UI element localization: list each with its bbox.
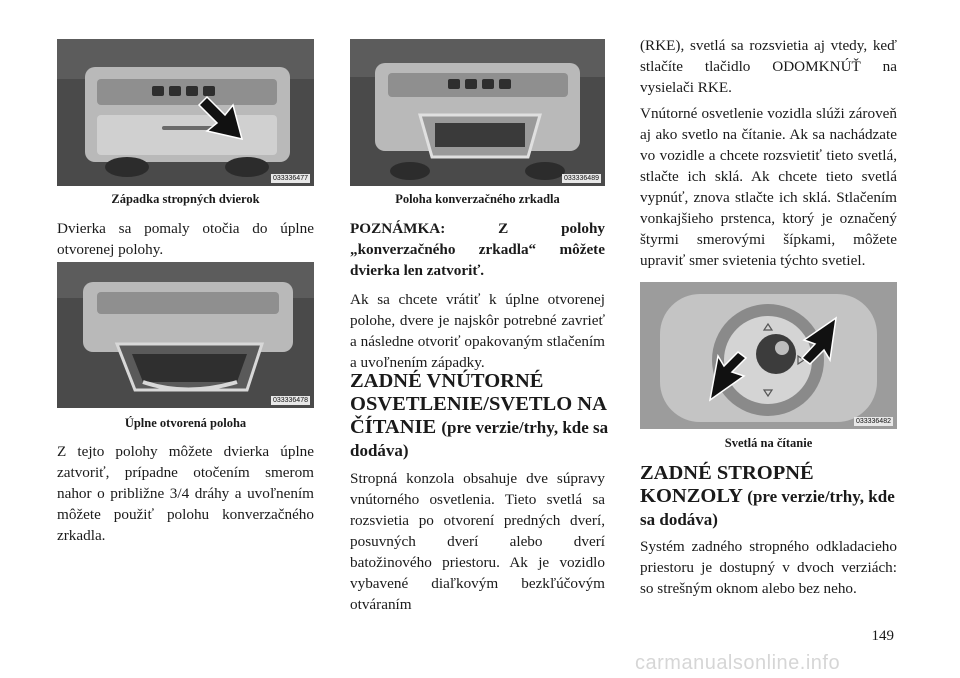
heading-main: ZADNÉ VNÚTORNÉ OSVETLENIE/SVETLO NA ČÍTANIE xyxy=(350,370,606,438)
figure-caption: Západka stropných dvierok xyxy=(111,192,260,206)
section-heading-rear-interior-lights xyxy=(350,370,612,462)
section-heading-rear-overhead-consoles xyxy=(640,462,897,531)
figure-code: 033336478 xyxy=(272,397,308,404)
heading-sub: (pre verzie/trhy, kde sa dodáva) xyxy=(640,487,895,529)
paragraph: Stropná konzola obsahuje dve súpravy vnútorného osvetlenia. Tieto svetlá sa rozsvietia po otvorení predných dverí, posuvných dverí alebo dverí batožinového priestoru. Ak je vozidlo vybavené diaľkovým bezkľúčovým otváraním xyxy=(350,470,605,613)
figure-fully-open-position xyxy=(57,262,314,408)
figure-caption: Svetlá na čítanie xyxy=(724,436,813,450)
reading-light-photo xyxy=(640,282,897,429)
watermark: carmanualsonline.info xyxy=(635,652,841,674)
paragraph: Dvierka sa pomaly otočia do úplne otvorenej polohy. xyxy=(57,220,314,258)
figure-code: 033336489 xyxy=(563,175,599,182)
figure-reading-lights xyxy=(640,282,897,429)
conversation-mirror-photo xyxy=(350,39,605,186)
figure-code: 033336482 xyxy=(855,418,891,425)
paragraph: Vnútorné osvetlenie vozidla slúži zároveň aj ako svetlo na čítanie. Ak sa nachádzate vo vozidle a chcete rozsvietiť tieto svetlá, stlačte ich sklá. Ak chcete tieto svetlá vypnúť, znova stlačte ich sklá. Stlačením vonkajšieho prstenca, ktorý je označený štyrmi smerovými šípkami, môžete upraviť smer svietenia týchto svetiel. xyxy=(640,105,897,269)
note-paragraph: POZNÁMKA: Z polohy „konverzačného zrkadla“ môžete dvierka len zatvoriť. xyxy=(350,220,605,279)
figure-code: 033336477 xyxy=(272,175,308,182)
page-number: 149 xyxy=(871,628,894,644)
fully-open-photo xyxy=(57,262,314,408)
heading-sub: (pre verzie/trhy, kde sa dodáva) xyxy=(350,418,609,460)
paragraph: Ak sa chcete vrátiť k úplne otvorenej polohe, dvere je najskôr potrebné zavrieť a následne otvoriť opakovaným stlačením a uvoľnením západky. xyxy=(350,291,605,371)
figure-conversation-mirror-position xyxy=(350,39,605,186)
figure-caption: Úplne otvorená poloha xyxy=(124,416,247,430)
heading-main: ZADNÉ STROPNÉ KONZOLY xyxy=(640,462,814,507)
paragraph: Z tejto polohy môžete dvierka úplne zatvoriť, prípadne otočením smerom nahor o približne 3/4 dráhy a uvoľnením môžete použiť polohu konverzačného zrkadla. xyxy=(57,443,314,544)
figure-overhead-door-latch xyxy=(57,39,314,186)
paragraph: (RKE), svetlá sa rozsvietia aj vtedy, keď stlačíte tlačidlo ODOMKNÚŤ na vysielači RKE. xyxy=(640,37,897,96)
paragraph: Systém zadného stropného odkladacieho priestoru je dostupný v dvoch verziách: so strešným oknom alebo bez neho. xyxy=(640,538,897,597)
figure-caption: Poloha konverzačného zrkadla xyxy=(395,192,560,206)
overhead-latch-photo xyxy=(57,39,314,186)
